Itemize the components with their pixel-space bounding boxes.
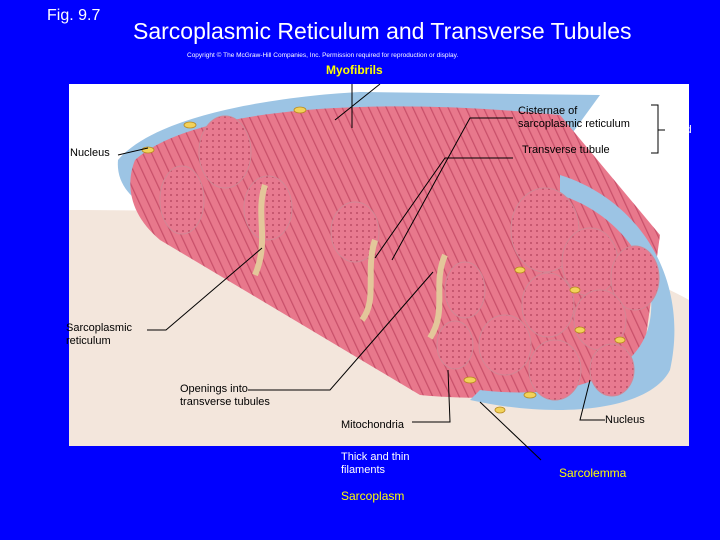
label-thick-thin-filaments — [341, 451, 409, 477]
label-nucleus-right: Nucleus — [605, 414, 645, 426]
label-sarcoplasmic-reticulum — [66, 322, 132, 348]
label-nucleus-left: Nucleus — [70, 147, 110, 159]
label-sarcolemma: Sarcolemma — [559, 466, 627, 480]
label-thick-thin-line2: filaments — [341, 464, 386, 476]
label-sarcoplasmic-line2: reticulum — [66, 335, 111, 347]
label-mitochondria: Mitochondria — [341, 419, 404, 431]
label-thick-thin-line1: Thick and thin — [341, 451, 410, 463]
label-openings-line1: Openings into — [180, 383, 248, 395]
label-openings — [180, 383, 270, 409]
figure-number: Fig. 9.7 — [47, 7, 101, 24]
copyright-notice: Copyright © The McGraw-Hill Companies, Inc. Permission required for reproduction or display. — [187, 52, 459, 59]
label-sarcoplasmic-line1: Sarcoplasmic — [66, 322, 133, 334]
label-cisternae-line2: sarcoplasmic reticulum — [518, 118, 630, 130]
page-title: Sarcoplasmic Reticulum and Transverse Tubules — [133, 18, 632, 44]
label-myofibrils: Myofibrils — [326, 63, 383, 77]
label-transverse-tubule: Transverse tubule — [522, 144, 610, 156]
label-cisternae-line1: Cisternae of — [518, 105, 578, 117]
label-cisternae — [518, 105, 630, 131]
label-triad: Triad — [667, 124, 692, 136]
label-sarcoplasm: Sarcoplasm — [341, 489, 405, 503]
label-openings-line2: transverse tubules — [180, 396, 270, 408]
